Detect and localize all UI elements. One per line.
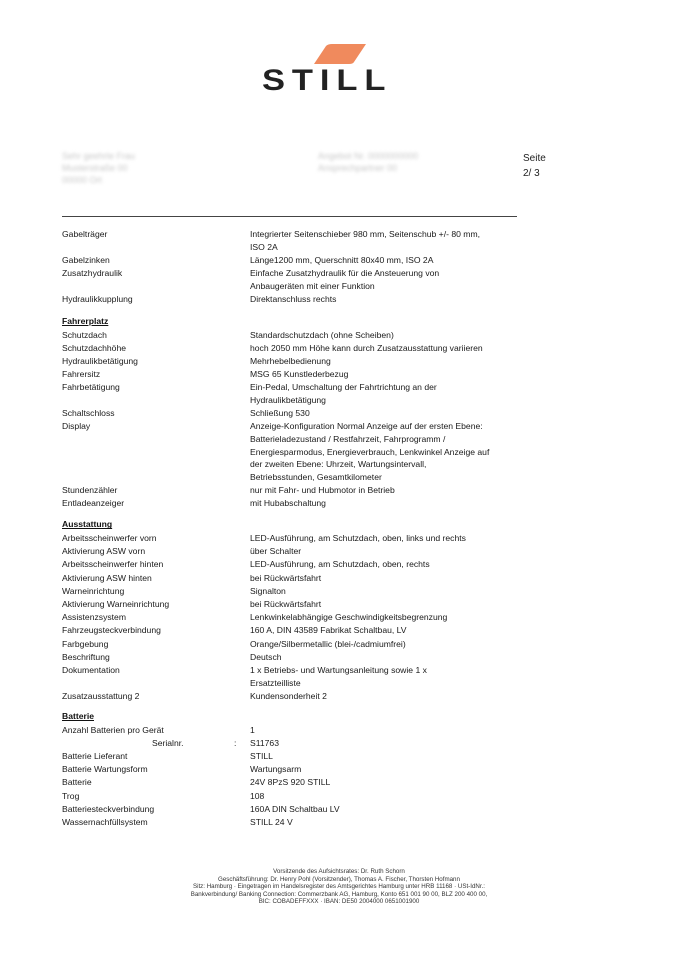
spec-label: Schutzdach — [62, 329, 107, 340]
spec-value: Einfache Zusatzhydraulik für die Ansteuerung von — [250, 268, 440, 278]
spec-value: Anbaugeräten mit einer Funktion — [250, 280, 375, 291]
footer-line: Bankverbindung/ Banking Connection: Commerzbank AG, Hamburg, Konto 651 001 90 00, BLZ 200 400 00, — [190, 890, 488, 898]
spec-value: bei Rückwärtsfahrt — [250, 599, 322, 609]
company-footer — [150, 868, 528, 906]
spec-label: Wassernachfüllsystem — [62, 817, 148, 827]
spec-label: Farbgebung — [62, 638, 109, 649]
recipient-address-redacted — [62, 150, 135, 186]
section-heading: Ausstattung — [62, 519, 113, 530]
spec-label: Stundenzähler — [62, 485, 118, 495]
spec-value: Deutsch — [250, 651, 282, 662]
spec-value: Orange/Silbermetallic (blei-/cadmiumfrei) — [250, 638, 406, 649]
page-indicator — [523, 151, 546, 181]
footer-line: Sitz: Hamburg · Eingetragen im Handelsregister des Amtsgerichtes Hamburg unter HRB 11168 · USt-IdNr.: — [192, 883, 486, 891]
spec-value: Hydraulikbetätigung — [250, 394, 326, 405]
spec-value: Ersatzteilliste — [250, 677, 301, 688]
address-line: Musterstraße 00 — [62, 163, 128, 173]
spec-label: Hydraulikbetätigung — [62, 356, 138, 366]
spec-value: 160 A, DIN 43589 Fabrikat Schaltbau, LV — [250, 625, 407, 636]
spec-value: 1 x Betriebs- und Wartungsanleitung sowie 1 x — [250, 665, 427, 675]
spec-value: 1 — [250, 724, 255, 735]
logo-swoosh-icon — [306, 44, 368, 64]
still-logo — [258, 44, 418, 97]
spec-value: Lenkwinkelabhängige Geschwindigkeitsbegrenzung — [250, 612, 448, 623]
spec-label: Warneinrichtung — [62, 585, 125, 596]
spec-label: Fahrbetätigung — [62, 382, 120, 393]
spec-label: Batterie — [62, 777, 92, 788]
footer-line: Geschäftsführung: Dr. Henry Pohl (Vorsitzender), Thomas A. Fischer, Thorsten Hofmann — [218, 875, 460, 883]
spec-label: Aktivierung ASW hinten — [62, 572, 152, 583]
spec-value: mit Hubabschaltung — [250, 498, 326, 509]
reference-line: Ansprechpartner 00 — [318, 163, 398, 173]
spec-value: Signalton — [250, 585, 286, 596]
spec-value: 160A DIN Schaltbau LV — [250, 803, 340, 814]
header-divider — [62, 216, 517, 217]
spec-value: über Schalter — [250, 546, 302, 557]
spec-value: Energiesparmodus, Energieverbrauch, Lenkwinkel Anzeige auf — [250, 446, 490, 457]
section-heading: Fahrerplatz — [62, 316, 109, 326]
spec-label: Entladeanzeiger — [62, 498, 125, 509]
spec-value: Direktanschluss rechts — [250, 293, 337, 304]
footer-line: Vorsitzende des Aufsichtsrates: Dr. Ruth Schorn — [273, 868, 405, 875]
spec-label: Fahrzeugsteckverbindung — [62, 625, 161, 636]
address-line: Sehr geehrte Frau — [62, 151, 136, 161]
spec-label: Schaltschloss — [62, 408, 115, 419]
spec-label: Display — [62, 421, 91, 432]
spec-value: LED-Ausführung, am Schutzdach, oben, links und rechts — [250, 533, 466, 543]
spec-value: S11763 — [250, 737, 279, 748]
page-label: Seite — [523, 153, 546, 164]
spec-label: Zusatzausstattung 2 — [62, 690, 140, 701]
spec-label: Schutzdachhöhe — [62, 342, 127, 353]
spec-label: Assistenzsystem — [62, 612, 126, 623]
spec-value: Wartungsarm — [250, 764, 302, 775]
logo-wordmark: STILL — [262, 64, 393, 97]
spec-value: STILL 24 V — [250, 817, 293, 827]
section-heading: Batterie — [62, 711, 94, 721]
footer-line: BIC: COBADEFFXXX · IBAN: DE50 2004000 0651001900 — [258, 898, 420, 906]
spec-label: Dokumentation — [62, 665, 120, 675]
spec-value: LED-Ausführung, am Schutzdach, oben, rechts — [250, 559, 430, 570]
spec-value: Schließung 530 — [250, 408, 310, 419]
address-line: 00000 Ort — [62, 175, 103, 185]
spec-value: ISO 2A — [250, 241, 278, 252]
spec-value: 24V 8PzS 920 STILL — [250, 777, 331, 788]
spec-value: Batterieladezustand / Restfahrzeit, Fahrprogramm / — [250, 433, 446, 444]
spec-label: Zusatzhydraulik — [62, 268, 123, 278]
spec-value: Länge1200 mm, Querschnitt 80x40 mm, ISO 2A — [250, 254, 434, 265]
spec-label: Batterie Wartungsform — [62, 764, 148, 775]
spec-label: Hydraulikkupplung — [62, 293, 133, 304]
page-number: 2/ 3 — [523, 168, 540, 179]
spec-value: STILL — [250, 751, 273, 761]
spec-label: Beschriftung — [62, 651, 110, 662]
reference-line: Angebot Nr. 0000000000 — [318, 151, 419, 161]
spec-colon: : — [234, 737, 237, 748]
spec-value: Ein-Pedal, Umschaltung der Fahrtrichtung an der — [250, 382, 437, 393]
spec-value: Mehrhebelbedienung — [250, 356, 331, 366]
spec-label: Trog — [62, 790, 80, 801]
spec-value: Standardschutzdach (ohne Scheiben) — [250, 329, 394, 340]
spec-value: Integrierter Seitenschieber 980 mm, Seitenschub +/- 80 mm, — [250, 229, 480, 239]
spec-label: Gabelzinken — [62, 254, 110, 265]
spec-value: der zweiten Ebene: Uhrzeit, Wartungsintervall, — [250, 459, 427, 470]
spec-label: Fahrersitz — [62, 369, 101, 380]
spec-label: Aktivierung Warneinrichtung — [62, 599, 170, 609]
spec-value: Kundensonderheit 2 — [250, 690, 327, 701]
spec-value: Anzeige-Konfiguration Normal Anzeige auf der ersten Ebene: — [250, 421, 483, 432]
spec-label: Aktivierung ASW vorn — [62, 546, 146, 557]
spec-value: 108 — [250, 790, 265, 801]
spec-label: Gabelträger — [62, 229, 108, 239]
spec-label: Anzahl Batterien pro Gerät — [62, 724, 164, 735]
spec-label: Arbeitsscheinwerfer vorn — [62, 533, 157, 543]
spec-label: Batteriesteckverbindung — [62, 803, 155, 814]
spec-value: bei Rückwärtsfahrt — [250, 572, 322, 583]
spec-label: Arbeitsscheinwerfer hinten — [62, 559, 164, 570]
spec-value: Betriebsstunden, Gesamtkilometer — [250, 471, 382, 482]
spec-value: hoch 2050 mm Höhe kann durch Zusatzausstattung variieren — [250, 342, 483, 353]
spec-value: nur mit Fahr- und Hubmotor in Betrieb — [250, 485, 395, 495]
spec-value: MSG 65 Kunstlederbezug — [250, 369, 349, 380]
spec-label: Batterie Lieferant — [62, 751, 128, 761]
reference-redacted — [318, 150, 418, 174]
spec-label: Serialnr. — [152, 737, 184, 748]
